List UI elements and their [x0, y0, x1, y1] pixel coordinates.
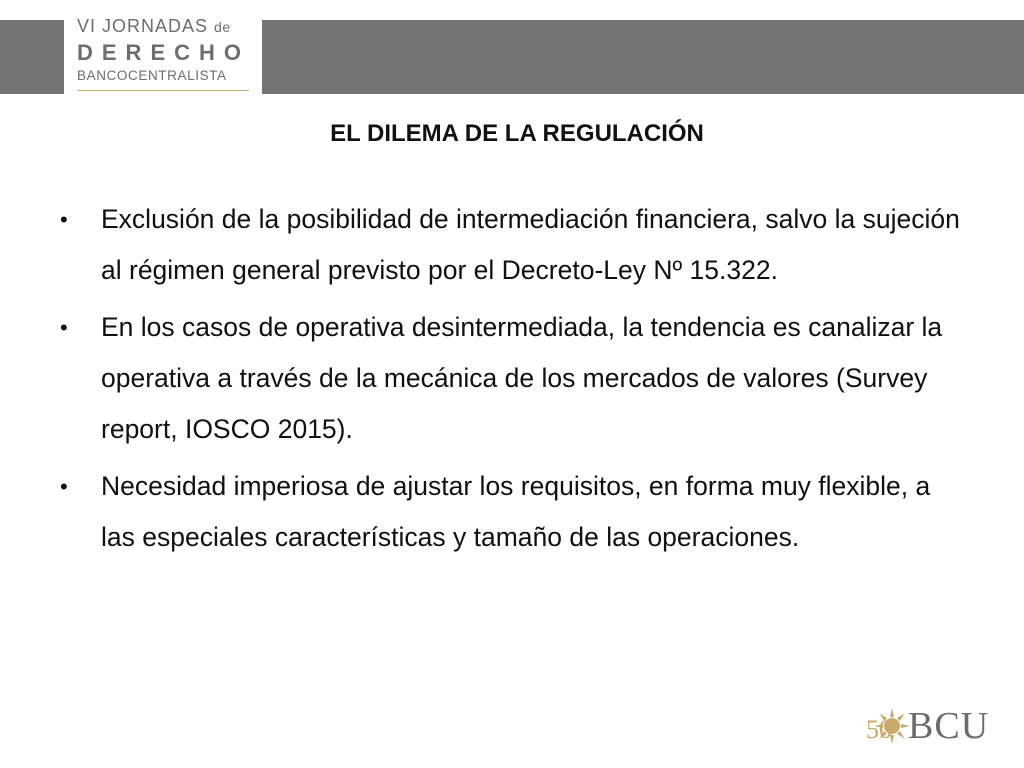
logo-line-1 [77, 16, 257, 37]
event-logo [64, 12, 262, 96]
logo-divider [77, 90, 249, 91]
bullet-text: En los casos de operativa desintermediada, la tendencia es canalizar la operativa a través de la mecánica de los mercados de valores (Survey report, IOSCO 2015). [101, 312, 943, 444]
bcu-logo [864, 700, 1004, 750]
logo-line-2: DERECHO [77, 40, 251, 65]
slide-title: EL DILEMA DE LA REGULACIÓN [330, 120, 704, 147]
bullet-item [60, 461, 960, 563]
logo-line-3: BANCOCENTRALISTA [77, 68, 227, 83]
bullet-icon: • [60, 474, 68, 499]
logo-de: de [214, 19, 231, 35]
sun-emblem-icon [864, 702, 912, 750]
bullet-list [60, 194, 960, 569]
bullet-item [60, 302, 960, 455]
logo-title: VI JORNADAS [77, 16, 209, 36]
bcu-wordmark: BCU [908, 705, 990, 747]
bullet-item [60, 194, 960, 296]
bullet-text: Exclusión de la posibilidad de intermediación financiera, salvo la sujeción al régimen general previsto por el Decreto-Ley Nº 15.322. [101, 204, 960, 285]
bullet-text: Necesidad imperiosa de ajustar los requisitos, en forma muy flexible, a las especiales características y tamaño de las operaciones. [101, 471, 931, 552]
bullet-icon: • [60, 207, 68, 232]
logo-number: 50 [866, 715, 892, 744]
bullet-icon: • [60, 315, 68, 340]
